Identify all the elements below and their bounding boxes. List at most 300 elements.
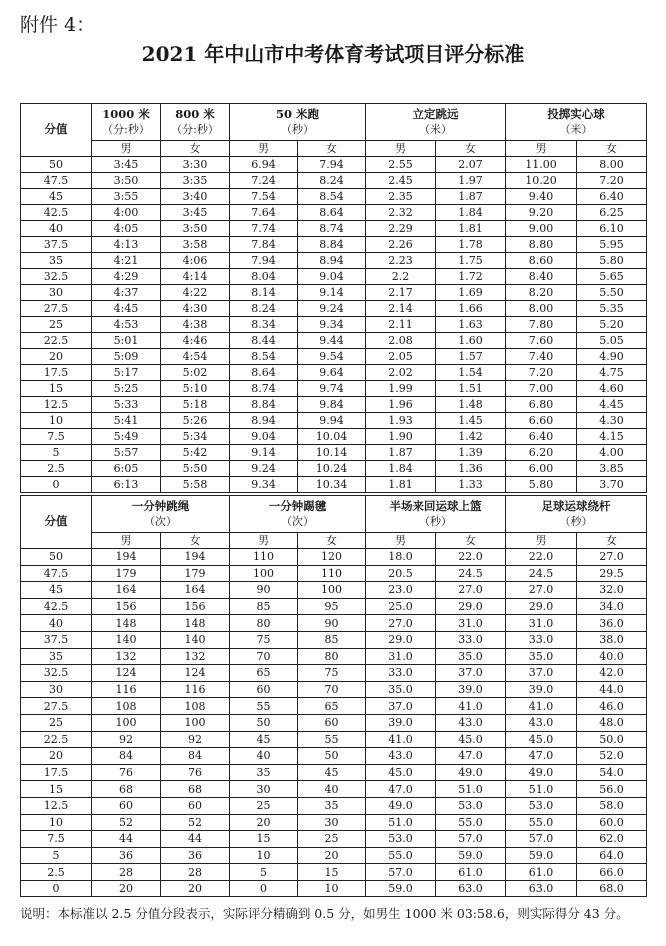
value-cell: 1.81 [366, 477, 436, 493]
value-cell: 76 [92, 764, 161, 781]
value-cell: 49.0 [436, 764, 506, 781]
table-row [21, 221, 647, 237]
value-cell: 194 [92, 549, 161, 566]
value-cell: 100 [298, 582, 366, 599]
value-cell: 55.0 [436, 814, 506, 831]
value-cell: 4:46 [161, 333, 230, 349]
table-row [21, 269, 647, 285]
value-cell: 47.0 [436, 748, 506, 765]
value-cell: 70 [298, 681, 366, 698]
header-1000m: 1000 米 （分:秒） [92, 104, 161, 141]
value-cell: 6.60 [506, 413, 577, 429]
score-cell: 2.5 [21, 864, 92, 881]
score-cell: 47.5 [21, 173, 92, 189]
value-cell: 5.50 [577, 285, 647, 301]
gender-female: 女 [161, 533, 230, 549]
score-cell: 42.5 [21, 205, 92, 221]
value-cell: 28 [92, 864, 161, 881]
score-cell: 15 [21, 381, 92, 397]
value-cell: 5.80 [506, 477, 577, 493]
value-cell: 5.20 [577, 317, 647, 333]
table-row [21, 648, 647, 665]
page-title: 2021 年中山市中考体育考试项目评分标准 [141, 42, 525, 66]
gender-female: 女 [298, 533, 366, 549]
value-cell: 4.90 [577, 349, 647, 365]
value-cell: 68.0 [577, 880, 647, 897]
value-cell: 2.45 [366, 173, 436, 189]
score-cell: 27.5 [21, 698, 92, 715]
value-cell: 1.72 [436, 269, 506, 285]
table-row [21, 615, 647, 632]
value-cell: 9.64 [298, 365, 366, 381]
value-cell: 10 [298, 880, 366, 897]
value-cell: 47.0 [506, 748, 577, 765]
value-cell: 59.0 [436, 847, 506, 864]
value-cell: 55 [230, 698, 298, 715]
value-cell: 49.0 [366, 797, 436, 814]
value-cell: 51.0 [436, 781, 506, 798]
value-cell: 0 [230, 880, 298, 897]
score-column-header: 分值 [21, 104, 92, 157]
table-row [21, 237, 647, 253]
value-cell: 61.0 [506, 864, 577, 881]
table-row [21, 797, 647, 814]
value-cell: 110 [298, 565, 366, 582]
score-cell: 42.5 [21, 598, 92, 615]
value-cell: 20.5 [366, 565, 436, 582]
value-cell: 9.40 [506, 189, 577, 205]
value-cell: 132 [92, 648, 161, 665]
value-cell: 60 [92, 797, 161, 814]
value-cell: 75 [298, 665, 366, 682]
score-cell: 25 [21, 317, 92, 333]
header-800m: 800 米 （分:秒） [161, 104, 230, 141]
value-cell: 1.84 [366, 461, 436, 477]
value-cell: 148 [161, 615, 230, 632]
value-cell: 27.0 [577, 549, 647, 566]
value-cell: 108 [161, 698, 230, 715]
value-cell: 45.0 [366, 764, 436, 781]
value-cell: 7.40 [506, 349, 577, 365]
table-row [21, 253, 647, 269]
value-cell: 76 [161, 764, 230, 781]
value-cell: 5:49 [92, 429, 161, 445]
table-row [21, 764, 647, 781]
value-cell: 1.33 [436, 477, 506, 493]
value-cell: 5:34 [161, 429, 230, 445]
table-row [21, 445, 647, 461]
value-cell: 68 [161, 781, 230, 798]
value-cell: 45.0 [506, 731, 577, 748]
table-row [21, 598, 647, 615]
value-cell: 2.05 [366, 349, 436, 365]
value-cell: 1.93 [366, 413, 436, 429]
value-cell: 8.24 [230, 301, 298, 317]
value-cell: 4:54 [161, 349, 230, 365]
value-cell: 6.25 [577, 205, 647, 221]
value-cell: 53.0 [506, 797, 577, 814]
value-cell: 120 [298, 549, 366, 566]
value-cell: 7.94 [230, 253, 298, 269]
value-cell: 148 [92, 615, 161, 632]
gender-male: 男 [506, 533, 577, 549]
value-cell: 41.0 [436, 698, 506, 715]
value-cell: 51.0 [506, 781, 577, 798]
value-cell: 3:40 [161, 189, 230, 205]
value-cell: 9.44 [298, 333, 366, 349]
value-cell: 6.80 [506, 397, 577, 413]
table-row [21, 173, 647, 189]
value-cell: 9.14 [230, 445, 298, 461]
score-cell: 12.5 [21, 397, 92, 413]
table-row [21, 714, 647, 731]
value-cell: 5 [230, 864, 298, 881]
value-cell: 5.35 [577, 301, 647, 317]
table-row [21, 349, 647, 365]
score-cell: 5 [21, 445, 92, 461]
value-cell: 10.24 [298, 461, 366, 477]
value-cell: 10.14 [298, 445, 366, 461]
value-cell: 33.0 [506, 631, 577, 648]
table-row [21, 429, 647, 445]
value-cell: 1.69 [436, 285, 506, 301]
table-row [21, 461, 647, 477]
value-cell: 3.70 [577, 477, 647, 493]
value-cell: 75 [230, 631, 298, 648]
score-cell: 7.5 [21, 429, 92, 445]
value-cell: 1.97 [436, 173, 506, 189]
table-row [21, 189, 647, 205]
value-cell: 38.0 [577, 631, 647, 648]
value-cell: 1.60 [436, 333, 506, 349]
value-cell: 5:33 [92, 397, 161, 413]
gender-female: 女 [298, 141, 366, 157]
value-cell: 60 [298, 714, 366, 731]
value-cell: 60 [230, 681, 298, 698]
value-cell: 44.0 [577, 681, 647, 698]
value-cell: 35 [298, 797, 366, 814]
score-cell: 30 [21, 681, 92, 698]
value-cell: 10 [230, 847, 298, 864]
value-cell: 3:45 [92, 157, 161, 173]
value-cell: 80 [230, 615, 298, 632]
value-cell: 164 [92, 582, 161, 599]
value-cell: 179 [92, 565, 161, 582]
value-cell: 22.0 [506, 549, 577, 566]
value-cell: 8.34 [230, 317, 298, 333]
value-cell: 40 [298, 781, 366, 798]
value-cell: 31.0 [366, 648, 436, 665]
value-cell: 8.94 [298, 253, 366, 269]
value-cell: 4:38 [161, 317, 230, 333]
value-cell: 4.15 [577, 429, 647, 445]
value-cell: 10.04 [298, 429, 366, 445]
value-cell: 1.90 [366, 429, 436, 445]
value-cell: 7.84 [230, 237, 298, 253]
value-cell: 60 [161, 797, 230, 814]
value-cell: 9.20 [506, 205, 577, 221]
value-cell: 41.0 [506, 698, 577, 715]
score-cell: 22.5 [21, 731, 92, 748]
value-cell: 9.74 [298, 381, 366, 397]
value-cell: 2.08 [366, 333, 436, 349]
value-cell: 7.64 [230, 205, 298, 221]
value-cell: 8.54 [230, 349, 298, 365]
value-cell: 8.14 [230, 285, 298, 301]
value-cell: 8.00 [577, 157, 647, 173]
gender-male: 男 [506, 141, 577, 157]
gender-female: 女 [436, 533, 506, 549]
value-cell: 4.60 [577, 381, 647, 397]
value-cell: 45.0 [436, 731, 506, 748]
value-cell: 8.44 [230, 333, 298, 349]
value-cell: 15 [230, 831, 298, 848]
value-cell: 33.0 [436, 631, 506, 648]
value-cell: 4:29 [92, 269, 161, 285]
value-cell: 156 [92, 598, 161, 615]
value-cell: 5.05 [577, 333, 647, 349]
value-cell: 5.95 [577, 237, 647, 253]
value-cell: 194 [161, 549, 230, 566]
value-cell: 27.0 [366, 615, 436, 632]
value-cell: 2.14 [366, 301, 436, 317]
value-cell: 9.34 [298, 317, 366, 333]
value-cell: 9.04 [230, 429, 298, 445]
value-cell: 23.0 [366, 582, 436, 599]
score-cell: 7.5 [21, 831, 92, 848]
value-cell: 7.20 [577, 173, 647, 189]
value-cell: 7.80 [506, 317, 577, 333]
value-cell: 6.94 [230, 157, 298, 173]
score-cell: 0 [21, 477, 92, 493]
score-cell: 50 [21, 549, 92, 566]
value-cell: 3:30 [161, 157, 230, 173]
value-cell: 36 [92, 847, 161, 864]
gender-male: 男 [92, 533, 161, 549]
value-cell: 29.0 [366, 631, 436, 648]
value-cell: 39.0 [436, 681, 506, 698]
table-row [21, 413, 647, 429]
value-cell: 9.14 [298, 285, 366, 301]
value-cell: 100 [161, 714, 230, 731]
value-cell: 8.00 [506, 301, 577, 317]
value-cell: 30 [230, 781, 298, 798]
score-cell: 10 [21, 413, 92, 429]
header-50m-run: 50 米跑 （秒） [230, 104, 366, 141]
value-cell: 7.60 [506, 333, 577, 349]
value-cell: 156 [161, 598, 230, 615]
score-cell: 30 [21, 285, 92, 301]
score-cell: 25 [21, 714, 92, 731]
value-cell: 1.87 [436, 189, 506, 205]
value-cell: 5:26 [161, 413, 230, 429]
value-cell: 48.0 [577, 714, 647, 731]
value-cell: 55.0 [506, 814, 577, 831]
value-cell: 5:58 [161, 477, 230, 493]
value-cell: 20 [230, 814, 298, 831]
score-cell: 12.5 [21, 797, 92, 814]
value-cell: 2.23 [366, 253, 436, 269]
value-cell: 5.65 [577, 269, 647, 285]
value-cell: 100 [230, 565, 298, 582]
header-rope-skipping: 一分钟跳绳 （次） [92, 496, 230, 533]
score-cell: 50 [21, 157, 92, 173]
value-cell: 37.0 [366, 698, 436, 715]
value-cell: 24.5 [506, 565, 577, 582]
table-row [21, 549, 647, 566]
table-row [21, 157, 647, 173]
table-row [21, 582, 647, 599]
value-cell: 92 [161, 731, 230, 748]
header-football-dribble: 足球运球绕杆 （秒） [506, 496, 647, 533]
value-cell: 10.34 [298, 477, 366, 493]
value-cell: 1.42 [436, 429, 506, 445]
value-cell: 44 [161, 831, 230, 848]
value-cell: 140 [92, 631, 161, 648]
value-cell: 1.36 [436, 461, 506, 477]
value-cell: 55 [298, 731, 366, 748]
value-cell: 90 [298, 615, 366, 632]
value-cell: 140 [161, 631, 230, 648]
value-cell: 8.64 [298, 205, 366, 221]
value-cell: 55.0 [366, 847, 436, 864]
value-cell: 20 [92, 880, 161, 897]
value-cell: 116 [161, 681, 230, 698]
value-cell: 27.0 [506, 582, 577, 599]
score-cell: 35 [21, 253, 92, 269]
value-cell: 9.84 [298, 397, 366, 413]
table-row [21, 665, 647, 682]
value-cell: 7.94 [298, 157, 366, 173]
value-cell: 44 [92, 831, 161, 848]
value-cell: 5:18 [161, 397, 230, 413]
value-cell: 3:50 [92, 173, 161, 189]
value-cell: 64.0 [577, 847, 647, 864]
value-cell: 7.00 [506, 381, 577, 397]
value-cell: 8.64 [230, 365, 298, 381]
gender-male: 男 [92, 141, 161, 157]
value-cell: 6.10 [577, 221, 647, 237]
value-cell: 50.0 [577, 731, 647, 748]
score-cell: 45 [21, 189, 92, 205]
score-cell: 15 [21, 781, 92, 798]
value-cell: 35.0 [366, 681, 436, 698]
value-cell: 1.45 [436, 413, 506, 429]
value-cell: 4:45 [92, 301, 161, 317]
value-cell: 50 [298, 748, 366, 765]
value-cell: 1.84 [436, 205, 506, 221]
value-cell: 40.0 [577, 648, 647, 665]
value-cell: 37.0 [506, 665, 577, 682]
footnote: 说明：本标准以 2.5 分值分段表示，实际评分精确到 0.5 分，如男生 1000 米 03:58.6，则实际得分 43 分。 [20, 906, 629, 921]
value-cell: 40 [230, 748, 298, 765]
table-2-body [21, 549, 647, 897]
value-cell: 108 [92, 698, 161, 715]
value-cell: 65 [298, 698, 366, 715]
gender-male: 男 [230, 141, 298, 157]
value-cell: 2.07 [436, 157, 506, 173]
value-cell: 9.94 [298, 413, 366, 429]
gender-female: 女 [577, 533, 647, 549]
value-cell: 84 [92, 748, 161, 765]
value-cell: 52 [92, 814, 161, 831]
value-cell: 50 [230, 714, 298, 731]
value-cell: 6.20 [506, 445, 577, 461]
value-cell: 85 [230, 598, 298, 615]
score-cell: 22.5 [21, 333, 92, 349]
value-cell: 5:02 [161, 365, 230, 381]
table-row [21, 285, 647, 301]
score-cell: 40 [21, 221, 92, 237]
value-cell: 52 [161, 814, 230, 831]
header-shuttlecock-kicking: 一分钟踢毽 （次） [230, 496, 366, 533]
table-row [21, 565, 647, 582]
value-cell: 53.0 [366, 831, 436, 848]
value-cell: 43.0 [366, 748, 436, 765]
score-cell: 45 [21, 582, 92, 599]
value-cell: 84 [161, 748, 230, 765]
value-cell: 124 [92, 665, 161, 682]
value-cell: 5:09 [92, 349, 161, 365]
value-cell: 1.87 [366, 445, 436, 461]
value-cell: 4:00 [92, 205, 161, 221]
value-cell: 5:57 [92, 445, 161, 461]
value-cell: 20 [298, 847, 366, 864]
value-cell: 3:58 [161, 237, 230, 253]
value-cell: 2.26 [366, 237, 436, 253]
value-cell: 8.60 [506, 253, 577, 269]
value-cell: 20 [161, 880, 230, 897]
value-cell: 60.0 [577, 814, 647, 831]
value-cell: 37.0 [436, 665, 506, 682]
value-cell: 8.20 [506, 285, 577, 301]
value-cell: 25 [298, 831, 366, 848]
value-cell: 35.0 [436, 648, 506, 665]
score-cell: 10 [21, 814, 92, 831]
value-cell: 42.0 [577, 665, 647, 682]
value-cell: 1.57 [436, 349, 506, 365]
table-row [21, 731, 647, 748]
value-cell: 54.0 [577, 764, 647, 781]
value-cell: 4:05 [92, 221, 161, 237]
value-cell: 8.74 [298, 221, 366, 237]
value-cell: 6:05 [92, 461, 161, 477]
header-standing-long-jump: 立定跳远 （米） [366, 104, 506, 141]
score-cell: 40 [21, 615, 92, 632]
score-cell: 35 [21, 648, 92, 665]
gender-male: 男 [366, 533, 436, 549]
value-cell: 7.24 [230, 173, 298, 189]
header-basketball-layup: 半场来回运球上篮 （秒） [366, 496, 506, 533]
value-cell: 3:35 [161, 173, 230, 189]
value-cell: 1.81 [436, 221, 506, 237]
table-row [21, 333, 647, 349]
value-cell: 4.00 [577, 445, 647, 461]
value-cell: 52.0 [577, 748, 647, 765]
value-cell: 25 [230, 797, 298, 814]
value-cell: 45 [230, 731, 298, 748]
value-cell: 1.66 [436, 301, 506, 317]
value-cell: 45 [298, 764, 366, 781]
table-row [21, 317, 647, 333]
value-cell: 4:37 [92, 285, 161, 301]
value-cell: 65 [230, 665, 298, 682]
value-cell: 22.0 [436, 549, 506, 566]
value-cell: 9.04 [298, 269, 366, 285]
score-cell: 20 [21, 748, 92, 765]
value-cell: 51.0 [366, 814, 436, 831]
value-cell: 4.45 [577, 397, 647, 413]
